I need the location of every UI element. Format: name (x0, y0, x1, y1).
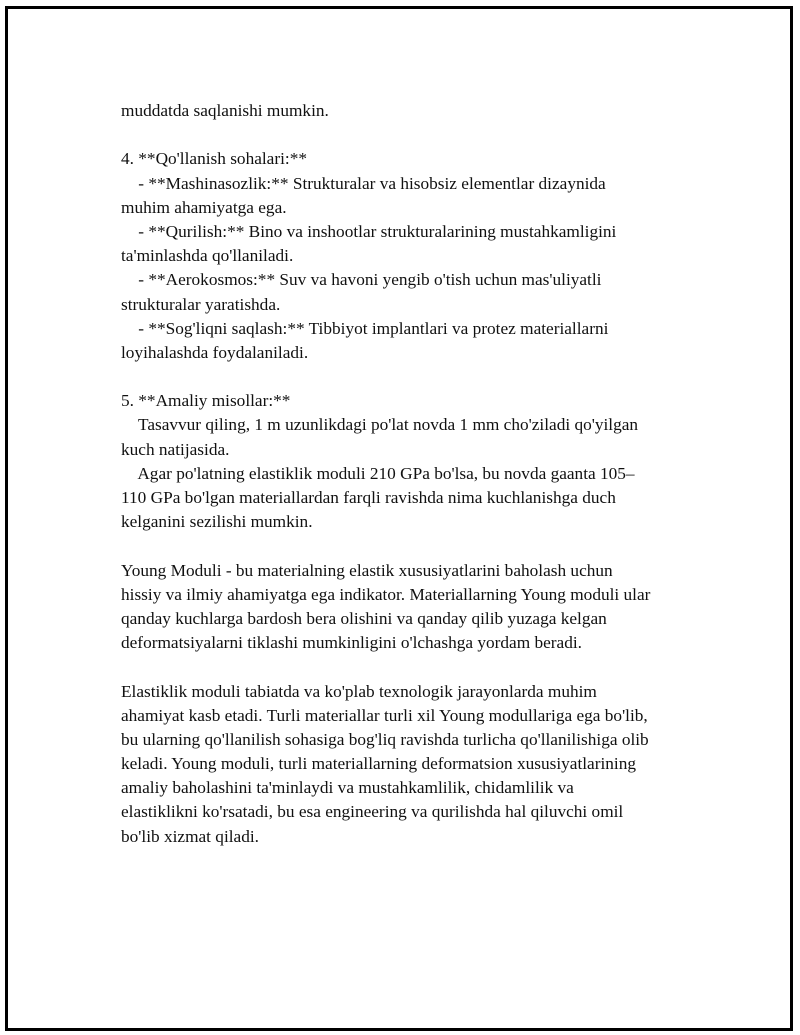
document-text (121, 99, 711, 849)
text-line: elastiklikni ko'rsatadi, bu esa engineering va qurilishda hal qiluvchi omil (121, 802, 624, 822)
text-line: loyihalashda foydalaniladi. (121, 342, 309, 362)
text-line: muddatda saqlanishi mumkin. (121, 101, 329, 120)
text-line: strukturalar yaratishda. (121, 294, 281, 314)
text-line: - **Qurilish:** Bino va inshootlar strukturalarining mustahkamligini (121, 221, 617, 241)
text-line: muhim ahamiyatga ega. (121, 197, 287, 217)
text-line: hissiy va ilmiy ahamiyatga ega indikator. Materiallarning Young moduli ular (121, 584, 651, 604)
section-heading: 4. **Qo'llanish sohalari:** (121, 149, 307, 169)
text-line: - **Mashinasozlik:** Strukturalar va hisobsiz elementlar dizaynida (121, 173, 606, 193)
blank-line (121, 123, 711, 147)
blank-line (121, 365, 711, 389)
text-line: 110 GPa bo'lgan materiallardan farqli ravishda nima kuchlanishga duch (121, 488, 616, 507)
text-line: qanday kuchlarga bardosh bera olishini va qanday qilib yuzaga kelgan (121, 608, 607, 628)
text-line: bo'lib xizmat qiladi. (121, 826, 259, 846)
text-line: kelganini sezilishi mumkin. (121, 512, 313, 532)
text-line: bu ularning qo'llanilish sohasiga bog'liq ravishda turlicha qo'llanilishiga olib (121, 729, 649, 749)
text-line: Agar po'latning elastiklik moduli 210 GPa bo'lsa, bu novda gaanta 105– (121, 463, 635, 483)
text-line: Elastiklik moduli tabiatda va ko'plab texnologik jarayonlarda muhim (121, 681, 597, 701)
text-line: ta'minlashda qo'llaniladi. (121, 246, 294, 266)
text-line: Young Moduli - bu materialning elastik xususiyatlarini baholash uchun (121, 560, 613, 580)
text-line: deformatsiyalarni tiklashi mumkinligini o'lchashga yordam beradi. (121, 633, 582, 653)
text-line: ahamiyat kasb etadi. Turli materiallar turli xil Young modullariga ega bo'lib, (121, 705, 648, 725)
page-frame (5, 6, 793, 1031)
section-heading: 5. **Amaliy misollar:** (121, 391, 291, 411)
text-line: Tasavvur qiling, 1 m uzunlikdagi po'lat novda 1 mm cho'ziladi qo'yilgan (121, 415, 639, 435)
blank-line (121, 534, 711, 558)
blank-line (121, 655, 711, 679)
text-line: kuch natijasida. (121, 439, 230, 459)
text-line: - **Sog'liqni saqlash:** Tibbiyot implantlari va protez materiallarni (121, 318, 609, 338)
text-line: amaliy baholashini ta'minlaydi va mustahkamlilik, chidamlilik va (121, 778, 574, 798)
text-line: keladi. Young moduli, turli materiallarning deformatsion xususiyatlarining (121, 754, 637, 774)
text-line: - **Aerokosmos:** Suv va havoni yengib o'tish uchun mas'uliyatli (121, 270, 602, 290)
